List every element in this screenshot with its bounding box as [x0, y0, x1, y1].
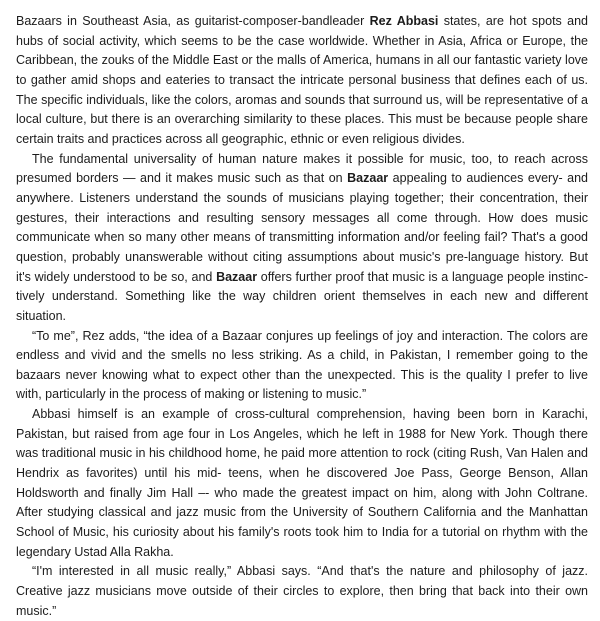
paragraph-text: Bazaars in Southeast Asia, as guitarist-composer-bandleader [16, 14, 370, 28]
paragraph-5 [16, 562, 588, 621]
paragraph-text: Abbasi himself is an example of cross-cultural comprehension, having been born in Karachi, Pakistan, but raised from age four in Los Angeles, which he left in 1988 for New York. Though there was traditional music in his childhood home, he paid more attention to rock (citing Rush, Van Halen and Hendrix as favorites) until his mid- teens, when he discovered Joe Pass, George Benson, Allan Holdsworth and finally Jim Hall –- who made the greatest impact on him, along with John Coltrane. After studying classical and jazz music from the University of Southern California and the Manhattan School of Music, his curiosity about his family's roots took him to India for a tutorial on rhythm with the legendary Ustad Alla Rakha. [16, 407, 588, 559]
paragraph-text: offers further proof that music is a language people instinctively understand. Something like the way children orient themselves in each new and different situation. [16, 269, 588, 323]
paragraph-text: “To me”, Rez adds, “the idea of a Bazaar conjures up feelings of joy and interaction. The colors are endless and vivid and the smells no less striking. As a child, in Pakistan, I remember going to the bazaars never knowing what to expect other than the unexpected. This is the quality I prefer to live with, particularly in the process of making or listening to music.” [16, 328, 588, 402]
paragraph-text: appealing to audiences every- and anywhere. Listeners understand the sounds of musicians playing together; their concentration, their gestures, their interactions and resulting sensory messages all come through. How does music communicate when so many other means of transmitting information and/or feeling fail? That's a good question, probably unanswerable without citing assumptions about music's pre-language history. But it's widely understood to be so, and [16, 171, 588, 284]
paragraph-text: “I'm interested in all music really,” Abbasi says. “And that's the nature and philosophy of jazz. Creative jazz musicians move outside of their circles to explore, then bring that back into their own music.” [16, 564, 588, 618]
album-title: Bazaar [216, 269, 258, 284]
album-title: Bazaar [347, 171, 389, 186]
artist-name: Rez Abbasi [369, 14, 439, 28]
paragraph-text: The fundamental universality of human nature makes it possible for music, too, to reach across presumed borders — and it makes music such as that on [16, 151, 588, 186]
paragraph-4 [16, 405, 588, 562]
paragraph-3 [16, 327, 588, 406]
paragraph-2 [16, 150, 588, 327]
document-body [16, 12, 588, 621]
paragraph-1 [16, 12, 588, 150]
paragraph-text: states, are hot spots and hubs of social activity, which seems to be the case worldwide. Whether in Asia, Africa or Europe, the Caribbean, the zouks of the Middle East or the malls of America, humans in all our fantastic variety love to gather amid shops and eateries to transact the intricate personal business that defines each of us. The specific individuals, like the colors, aromas and sounds that surround us, will be representative of a local culture, but there is an overarching similarity to these places. This must be because people share certain traits and practices across all geographic, ethnic or even religious divides. [16, 14, 588, 146]
